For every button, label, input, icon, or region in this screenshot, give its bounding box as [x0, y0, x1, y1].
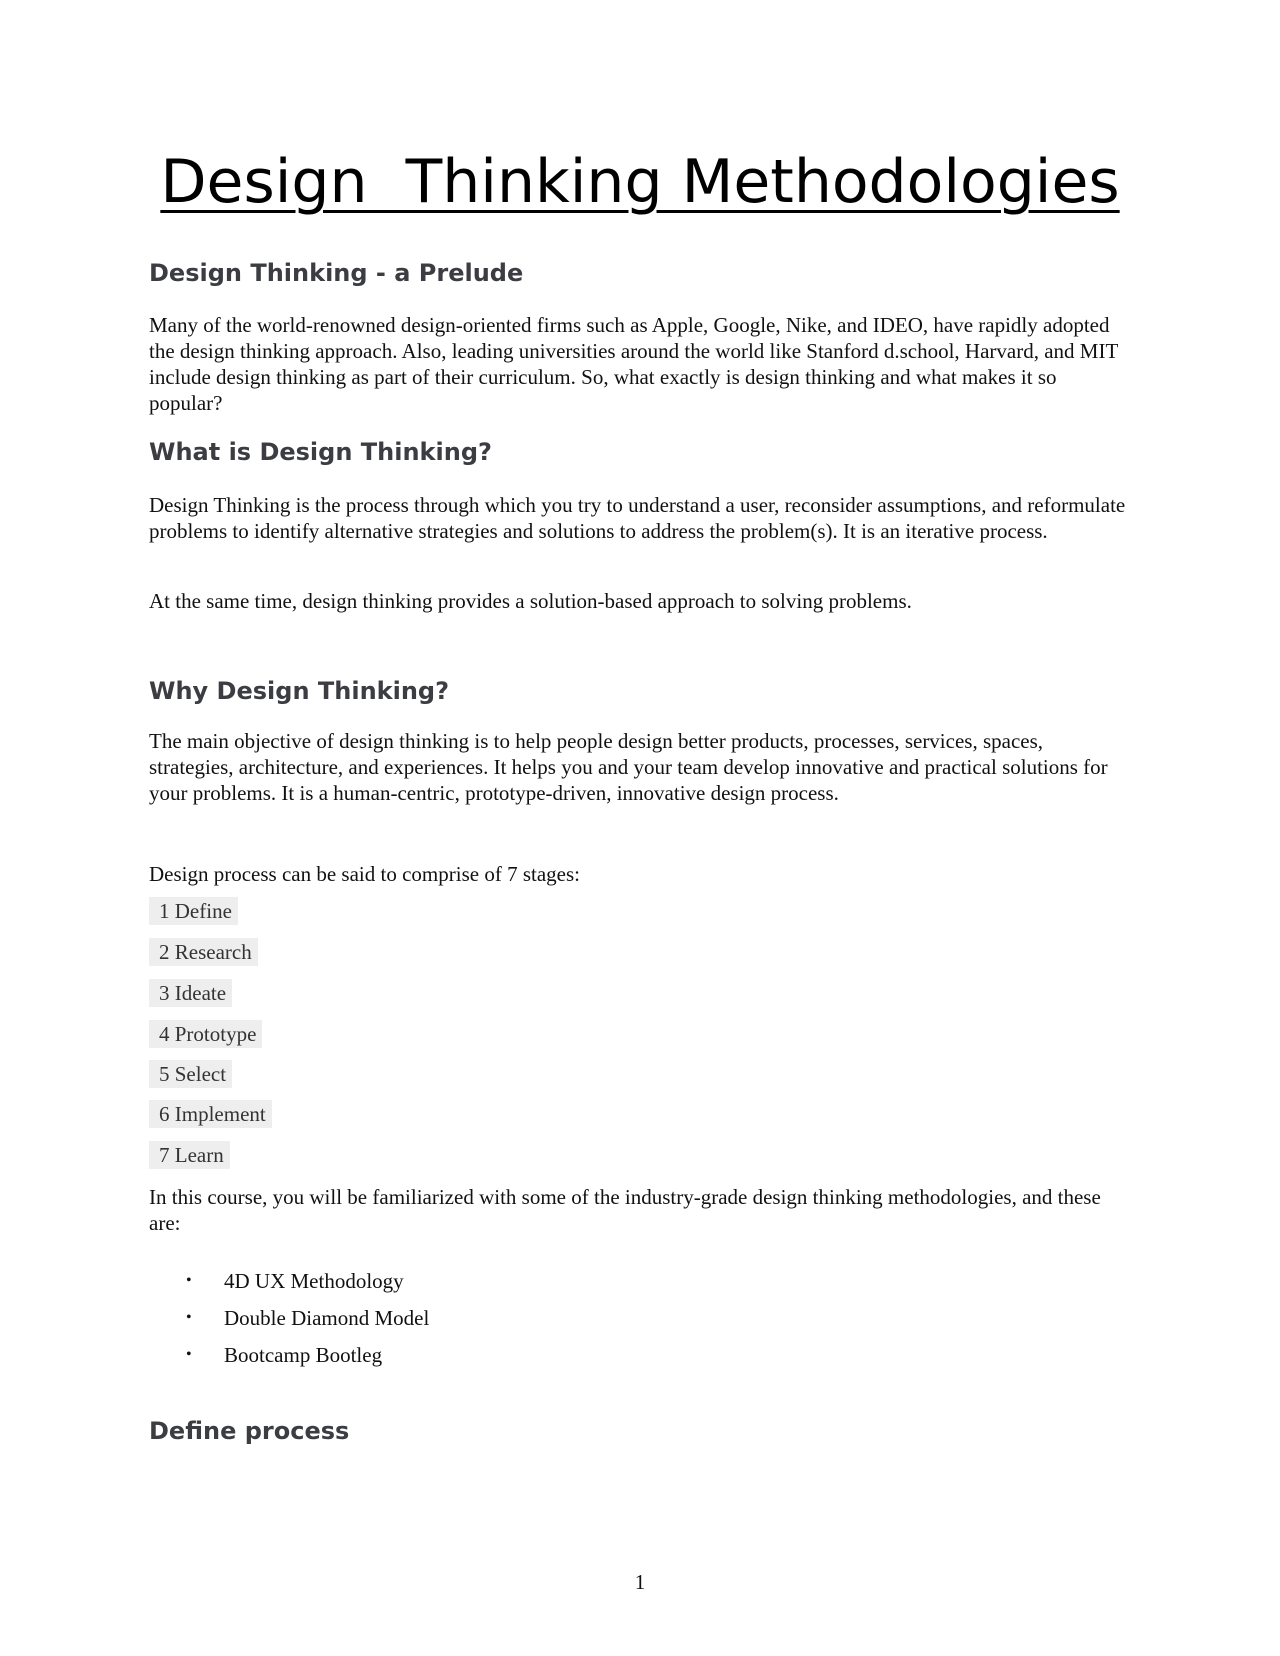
section-heading-what-is: What is Design Thinking? [149, 438, 492, 466]
list-item-label: Double Diamond Model [224, 1306, 430, 1330]
why-paragraph: The main objective of design thinking is to help people design better products, processes, services, spaces, strategies, architecture, and experiences. It helps you and your team develop innovative and practical solutions for your problems. It is a human-centric, prototype-driven, innovative design process. [149, 729, 1108, 805]
list-item-label: 4D UX Methodology [224, 1269, 404, 1293]
bullet-icon: • [186, 1346, 192, 1363]
section-heading-why: Why Design Thinking? [149, 677, 450, 705]
stage-item: 1 Define [149, 897, 238, 925]
what-is-paragraph-2: At the same time, design thinking provides a solution-based approach to solving problems. [149, 589, 912, 613]
methodologies-intro-paragraph: In this course, you will be familiarized with some of the industry-grade design thinking methodologies, and these are: [149, 1185, 1101, 1235]
document-title [0, 146, 1280, 218]
stage-item: 7 Learn [149, 1141, 230, 1169]
stage-item: 6 Implement [149, 1100, 272, 1128]
stage-item: 4 Prototype [149, 1020, 262, 1048]
what-is-paragraph: Design Thinking is the process through which you try to understand a user, reconsider assumptions, and reformulate problems to identify alternative strategies and solutions to address the problem(s). It is an iterative process. [149, 493, 1126, 543]
stages-intro-paragraph: Design process can be said to comprise of 7 stages: [149, 862, 580, 886]
list-item-label: Bootcamp Bootleg [224, 1343, 383, 1367]
bullet-icon: • [186, 1309, 192, 1326]
stage-item: 2 Research [149, 938, 258, 966]
section-heading-define-process: Define process [149, 1417, 350, 1445]
stage-item: 3 Ideate [149, 979, 232, 1007]
prelude-paragraph: Many of the world-renowned design-oriented firms such as Apple, Google, Nike, and IDEO, have rapidly adopted the design thinking approach. Also, leading universities around the world like Stanford d.school, Harvard, and MIT include design thinking as part of their curriculum. So, what exactly is design thinking and what makes it so popular? [149, 313, 1118, 415]
page-number: 1 [634, 1570, 646, 1594]
section-heading-prelude: Design Thinking - a Prelude [149, 259, 524, 287]
document-title-text: Design Thinking Methodologies [160, 147, 1120, 217]
stage-item: 5 Select [149, 1060, 232, 1088]
bullet-icon: • [186, 1272, 192, 1289]
